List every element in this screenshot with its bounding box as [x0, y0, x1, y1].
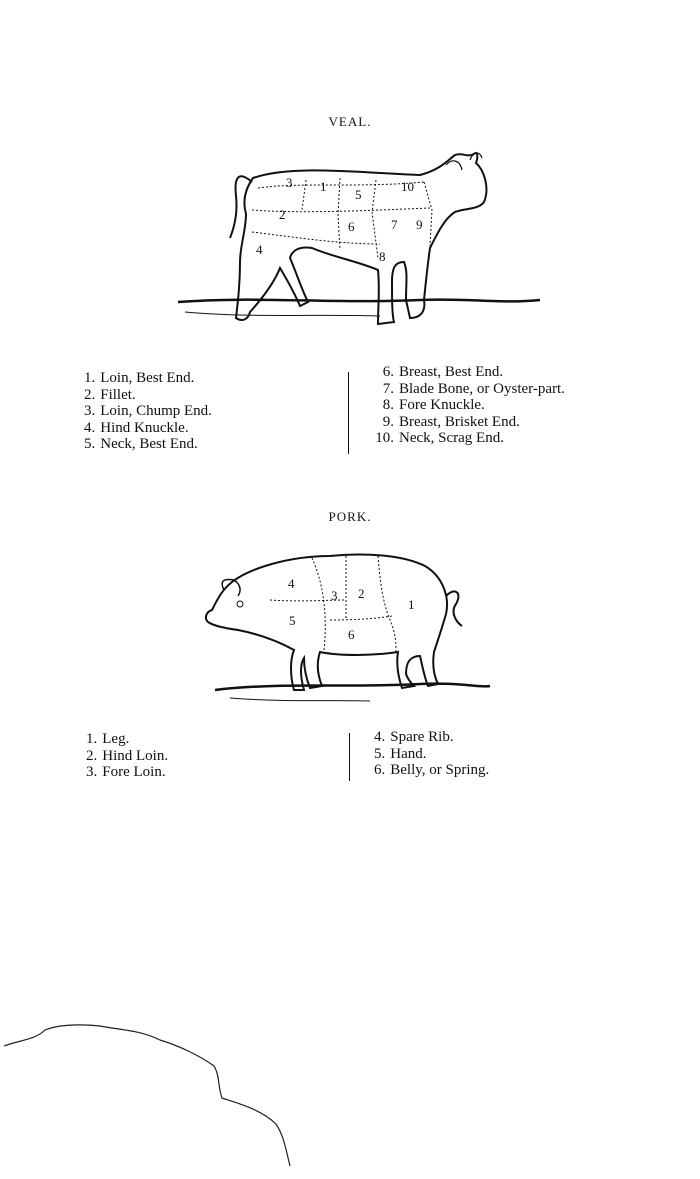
veal-label-1: 1	[320, 179, 327, 194]
pork-label-1: 1	[408, 597, 415, 612]
legend-item: 4. Spare Rib.	[374, 729, 454, 745]
legend-item: 2. Fillet.	[84, 386, 136, 403]
legend-item: 5. Hand.	[374, 745, 427, 762]
legend-item: 5. Neck, Best End.	[84, 436, 198, 452]
legend-item: 1. Loin, Best End.	[84, 370, 195, 386]
pork-label-3: 3	[331, 588, 338, 603]
legend-item: 10. Neck, Scrag End.	[375, 430, 504, 446]
legend-item: 7. Blade Bone, or Oyster-part.	[382, 380, 565, 397]
veal-label-10: 10	[401, 179, 414, 194]
veal-label-3: 3	[286, 175, 293, 190]
pork-label-4: 4	[288, 576, 295, 591]
legend-item: 6. Belly, or Spring.	[374, 762, 490, 778]
veal-label-4: 4	[256, 242, 263, 257]
veal-label-8: 8	[379, 249, 386, 264]
pork-heading: PORK.	[328, 509, 372, 524]
legend-item: 3. Fore Loin.	[86, 764, 166, 780]
legend-item: 4. Hind Knuckle.	[84, 419, 189, 436]
veal-label-9: 9	[416, 217, 423, 232]
pork-label-5: 5	[289, 613, 296, 628]
legend-item: 2. Hind Loin.	[86, 747, 169, 764]
pork-label-2: 2	[358, 586, 365, 601]
veal-label-2: 2	[279, 207, 286, 222]
veal-label-5: 5	[355, 187, 362, 202]
veal-label-7: 7	[391, 217, 398, 232]
legend-item: 8. Fore Knuckle.	[382, 397, 485, 413]
legend-item: 9. Breast, Brisket End.	[382, 413, 520, 430]
legend-item: 6. Breast, Best End.	[382, 364, 504, 380]
legend-item: 3. Loin, Chump End.	[84, 403, 212, 419]
veal-label-6: 6	[348, 219, 355, 234]
legend-item: 1. Leg.	[86, 731, 130, 747]
pork-label-6: 6	[348, 627, 355, 642]
veal-heading: VEAL.	[328, 114, 372, 129]
